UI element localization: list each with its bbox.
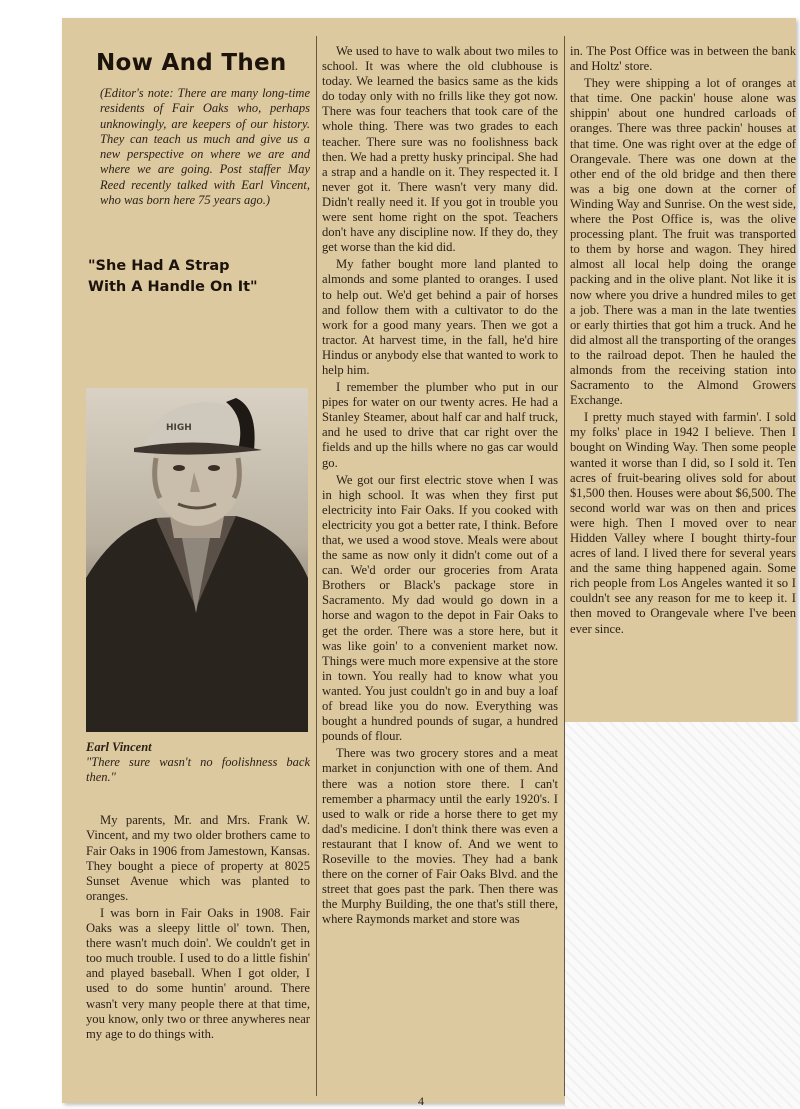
paragraph: I pretty much stayed with farmin'. I sold my folks' place in 1942 I believe. Then I bought on Winding Way. Then some people wanted it worse than I did, so I sold it. Ten acres of fruit-bearing olives sold for about $1,500 then. Houses were about $6,500. The second world war was on then and prices were high. Then I moved over to near Hidden Valley where I bought thirty-four acres of land. I lived there for several years and the same thing happened again. Some rich people from Los Angeles wanted it so I couldn't see any reason for me to keep it. I then moved to Orangevale where I've been ever since. — [570, 410, 796, 636]
photo-caption-name: Earl Vincent — [86, 740, 152, 755]
paragraph: We got our first electric stove when I was in high school. It was when they first put electricity into Fair Oaks. If you cooked with electricity you got a better rate, I think. Before that, we used a wood stove. Meals were about the same as now only it didn't come out of a can. We'd order our groceries from Arata Brothers or Black's package store in Sacramento. My dad would go down in a horse and wagon to the depot in Fair Oaks to get the order. There was a store here, but it was like goin' to a convenient market now. Things were much more expensive at the store in town. You really had to know what you wanted. You just couldn't go in and buy a loaf of bread like you do now. Everything was bought a hundred pounds of sugar, a hundred pounds of flour. — [322, 472, 558, 744]
article-headline: Now And Then — [96, 50, 287, 76]
article-subhead — [88, 256, 310, 298]
subhead-line-1: "She Had A Strap — [88, 258, 230, 275]
column-three — [570, 44, 796, 639]
clipping-cutout-background — [565, 722, 800, 1108]
paragraph: There was two grocery stores and a meat market in conjunction with one of them. And there was a notion store there. I can't remember a pharmacy until the early 1920's. I used to walk or ride a horse there to get my dad's medicine. I don't think there was even a restaurant that I know of. And we went to Roseville to the movies. They had a bank there on the corner of Fair Oaks Blvd. and the street that goes past the park. Then there was the Murphy Building, the one that's still there, where Raymonds market and store was — [322, 746, 558, 927]
earl-vincent-photo — [86, 388, 308, 732]
paragraph: I remember the plumber who put in our pipes for water on our twenty acres. He had a Stanley Steamer, about half car and half truck, and he used to drive that car right over the fields and up the hills where no gas car would go. — [322, 380, 558, 470]
column-rule-left — [316, 36, 317, 1096]
column-two — [322, 44, 558, 929]
paragraph: They were shipping a lot of oranges at that time. One packin' house alone was shippin' about one hundred carloads of oranges. There was three packin' houses at that time. One was right over at the edge of Orangevale. There was one down at the other end of the old bridge and then there was a big one down at the corner of Winding Way and Sunrise. On the west side, where the Post Office is, was the olive processing plant. The fruit was transported to them by horse and wagon. They hired almost all local help doing the orange packing and in the olive plant. Not like it is now where you drive a hundred miles to get a job. There was a man in the late twenties or early thirties that got him a truck. And he did almost all the transporting of the oranges to the railroad depot. Then he hauled the almonds from the receiving station into Sacramento to the Almond Growers Exchange. — [570, 76, 796, 408]
paragraph: My father bought more land planted to almonds and some planted to oranges. I used to help out. We'd get behind a pair of horses and follow them with a cultivator to do the work for a good many years. Then we got a tractor. At harvest time, in the fall, he'd hire Hindus or anybody else that wanted to work to help him. — [322, 257, 558, 377]
subhead-line-2: With A Handle On It" — [88, 279, 258, 296]
paragraph: My parents, Mr. and Mrs. Frank W. Vincent, and my two older brothers came to Fair Oaks in 1906 from Jamestown, Kansas. They bought a piece of property at 8025 Sunset Avenue which was planted to oranges. — [86, 813, 310, 903]
photo-caption-quote: "There sure wasn't no foolishness back then." — [86, 755, 310, 785]
column-one — [86, 30, 310, 1044]
editor-note: (Editor's note: There are many long-time residents of Fair Oaks who, perhaps unknowingly, are keepers of our history. They can teach us much and give us a new perspective on where we are and where we are going. Post staffer May Reed recently talked with Earl Vincent, who was born here 75 years ago.) — [100, 86, 310, 208]
cap-text: HIGH — [166, 423, 192, 434]
page-footer-mark: 4 — [418, 1094, 424, 1108]
paragraph: I was born in Fair Oaks in 1908. Fair Oaks was a sleepy little ol' town. Then, there wasn't much doin'. We couldn't get in too much trouble. I used to do a little fishin' and played baseball. When I got older, I used to do some huntin' around. There wasn't very many people there at that time, you know, only two or three anywheres near my age to do things with. — [86, 905, 310, 1041]
portrait-illustration — [86, 388, 308, 732]
column-one-body — [86, 813, 310, 1041]
paragraph: We used to have to walk about two miles to school. It was where the old clubhouse is today. We learned the basics same as the kids do today only with no frills like they got now. There was four teachers that took care of the whole thing. There was two grades to each teacher. There sure was no foolishness back then. We had a pretty husky principal. She had a strap and a handle on it. They respected it. I never got it. There wasn't very many did. Didn't really need it. If you got in trouble you were sent home right on the spot. Teachers don't have any discipline now. If they do, they get worse than the kid did. — [322, 44, 558, 255]
column-rule-right — [564, 36, 565, 1096]
paragraph: in. The Post Office was in between the bank and Holtz' store. — [570, 44, 796, 74]
